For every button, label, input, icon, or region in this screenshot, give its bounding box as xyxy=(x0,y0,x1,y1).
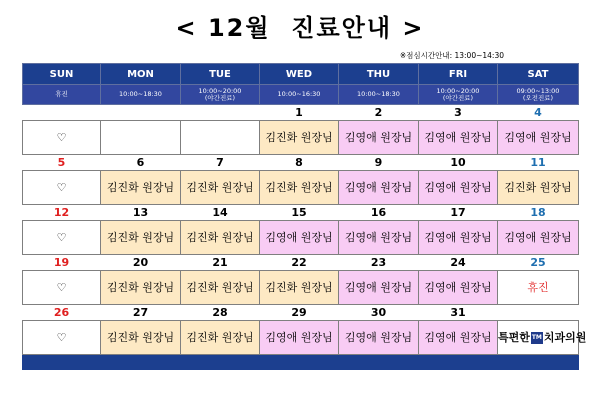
date-number: 1 xyxy=(260,105,339,121)
date-number: 20 xyxy=(101,255,181,271)
date-number: 19 xyxy=(23,255,101,271)
date-number: 16 xyxy=(339,205,419,221)
hours-mon: 10:00~18:30 xyxy=(101,85,181,105)
date-row xyxy=(23,155,579,171)
doctor-cell: 김영애 원장님 xyxy=(339,121,419,155)
date-number: 12 xyxy=(23,205,101,221)
doctor-cell: 김진화 원장님 xyxy=(260,271,339,305)
date-number: 4 xyxy=(498,105,579,121)
doctor-cell: 김진화 원장님 xyxy=(260,121,339,155)
weekday-thu: THU xyxy=(339,64,419,85)
weekday-sat: SAT xyxy=(498,64,579,85)
doctor-cell: 김진화 원장님 xyxy=(101,221,181,255)
hours-sun: 휴진 xyxy=(23,85,101,105)
heart-icon: ♡ xyxy=(23,121,101,155)
doctor-cell: 김영애 원장님 xyxy=(339,271,419,305)
title-text: 12월 진료안내 xyxy=(207,14,393,42)
schedule-row xyxy=(23,121,579,155)
hours-sat: 09:00~13:00 (오전진료) xyxy=(498,85,579,105)
weekday-mon: MON xyxy=(101,64,181,85)
schedule-row xyxy=(23,171,579,205)
doctor-cell: 김진화 원장님 xyxy=(101,321,181,355)
doctor-cell: 김진화 원장님 xyxy=(181,321,260,355)
heart-icon: ♡ xyxy=(23,221,101,255)
date-number: 2 xyxy=(339,105,419,121)
date-number: 22 xyxy=(260,255,339,271)
date-number: 26 xyxy=(23,305,101,321)
date-row xyxy=(23,105,579,121)
date-number: 5 xyxy=(23,155,101,171)
date-number: 24 xyxy=(419,255,498,271)
date-number: 3 xyxy=(419,105,498,121)
lunch-note: ※점심시간안내: 13:00~14:30 xyxy=(399,51,504,60)
hours-row xyxy=(23,85,579,105)
doctor-cell: 김진화 원장님 xyxy=(181,271,260,305)
doctor-cell: 김진화 원장님 xyxy=(260,171,339,205)
doctor-cell: 김영애 원장님 xyxy=(339,221,419,255)
schedule-row xyxy=(23,221,579,255)
date-number: 27 xyxy=(101,305,181,321)
heart-icon: ♡ xyxy=(23,271,101,305)
weekday-tue: TUE xyxy=(181,64,260,85)
doctor-cell: 김진화 원장님 xyxy=(498,171,579,205)
date-number: 13 xyxy=(101,205,181,221)
logo-text-left: 특편한 xyxy=(498,331,530,344)
heart-icon: ♡ xyxy=(23,171,101,205)
hours-fri: 10:00~20:00 (야간진료) xyxy=(419,85,498,105)
page-title xyxy=(0,12,600,44)
doctor-cell: 김영애 원장님 xyxy=(419,321,498,355)
doctor-cell: 김영애 원장님 xyxy=(339,321,419,355)
date-number: 25 xyxy=(498,255,579,271)
date-number: 23 xyxy=(339,255,419,271)
date-number: 14 xyxy=(181,205,260,221)
date-number: 18 xyxy=(498,205,579,221)
schedule-row xyxy=(23,271,579,305)
title-close-bracket: > xyxy=(402,14,425,42)
date-number: 31 xyxy=(419,305,498,321)
date-number: 30 xyxy=(339,305,419,321)
date-number xyxy=(181,105,260,121)
logo-text-right: 치과의원 xyxy=(543,331,587,344)
date-number: 9 xyxy=(339,155,419,171)
date-number: 6 xyxy=(101,155,181,171)
logo-badge-icon: TM xyxy=(531,332,543,344)
doctor-cell xyxy=(101,121,181,155)
date-number: 11 xyxy=(498,155,579,171)
title-open-bracket: < xyxy=(175,14,198,42)
date-row xyxy=(23,305,579,321)
date-number: 21 xyxy=(181,255,260,271)
weekday-sun: SUN xyxy=(23,64,101,85)
hours-wed: 10:00~16:30 xyxy=(260,85,339,105)
doctor-cell: 김영애 원장님 xyxy=(498,221,579,255)
hours-tue: 10:00~20:00 (야간진료) xyxy=(181,85,260,105)
date-number: 28 xyxy=(181,305,260,321)
closed-label: 휴진 xyxy=(498,271,579,305)
weekday-wed: WED xyxy=(260,64,339,85)
doctor-cell: 김진화 원장님 xyxy=(101,171,181,205)
heart-icon: ♡ xyxy=(23,321,101,355)
doctor-cell: 김영애 원장님 xyxy=(339,171,419,205)
date-row xyxy=(23,205,579,221)
footer-bar-fill xyxy=(23,355,579,370)
doctor-cell: 김진화 원장님 xyxy=(181,171,260,205)
date-number: 10 xyxy=(419,155,498,171)
doctor-cell: 김영애 원장님 xyxy=(419,271,498,305)
doctor-cell: 김영애 원장님 xyxy=(419,121,498,155)
date-row xyxy=(23,255,579,271)
date-number xyxy=(498,305,579,321)
weekday-header-row xyxy=(23,64,579,85)
doctor-cell: 김영애 원장님 xyxy=(419,221,498,255)
doctor-cell: 김진화 원장님 xyxy=(181,221,260,255)
date-number xyxy=(23,105,101,121)
doctor-cell: 김진화 원장님 xyxy=(101,271,181,305)
doctor-cell: 김영애 원장님 xyxy=(498,121,579,155)
date-number: 17 xyxy=(419,205,498,221)
doctor-cell: 김영애 원장님 xyxy=(260,321,339,355)
clinic-logo xyxy=(498,321,587,355)
doctor-cell: 김영애 원장님 xyxy=(419,171,498,205)
footer-bar xyxy=(23,355,579,370)
date-number: 29 xyxy=(260,305,339,321)
schedule-row xyxy=(23,321,579,355)
date-number: 8 xyxy=(260,155,339,171)
hours-thu: 10:00~18:30 xyxy=(339,85,419,105)
doctor-cell xyxy=(181,121,260,155)
calendar-table xyxy=(22,63,587,370)
date-number: 15 xyxy=(260,205,339,221)
doctor-cell: 김영애 원장님 xyxy=(260,221,339,255)
date-number xyxy=(101,105,181,121)
date-number: 7 xyxy=(181,155,260,171)
weekday-fri: FRI xyxy=(419,64,498,85)
